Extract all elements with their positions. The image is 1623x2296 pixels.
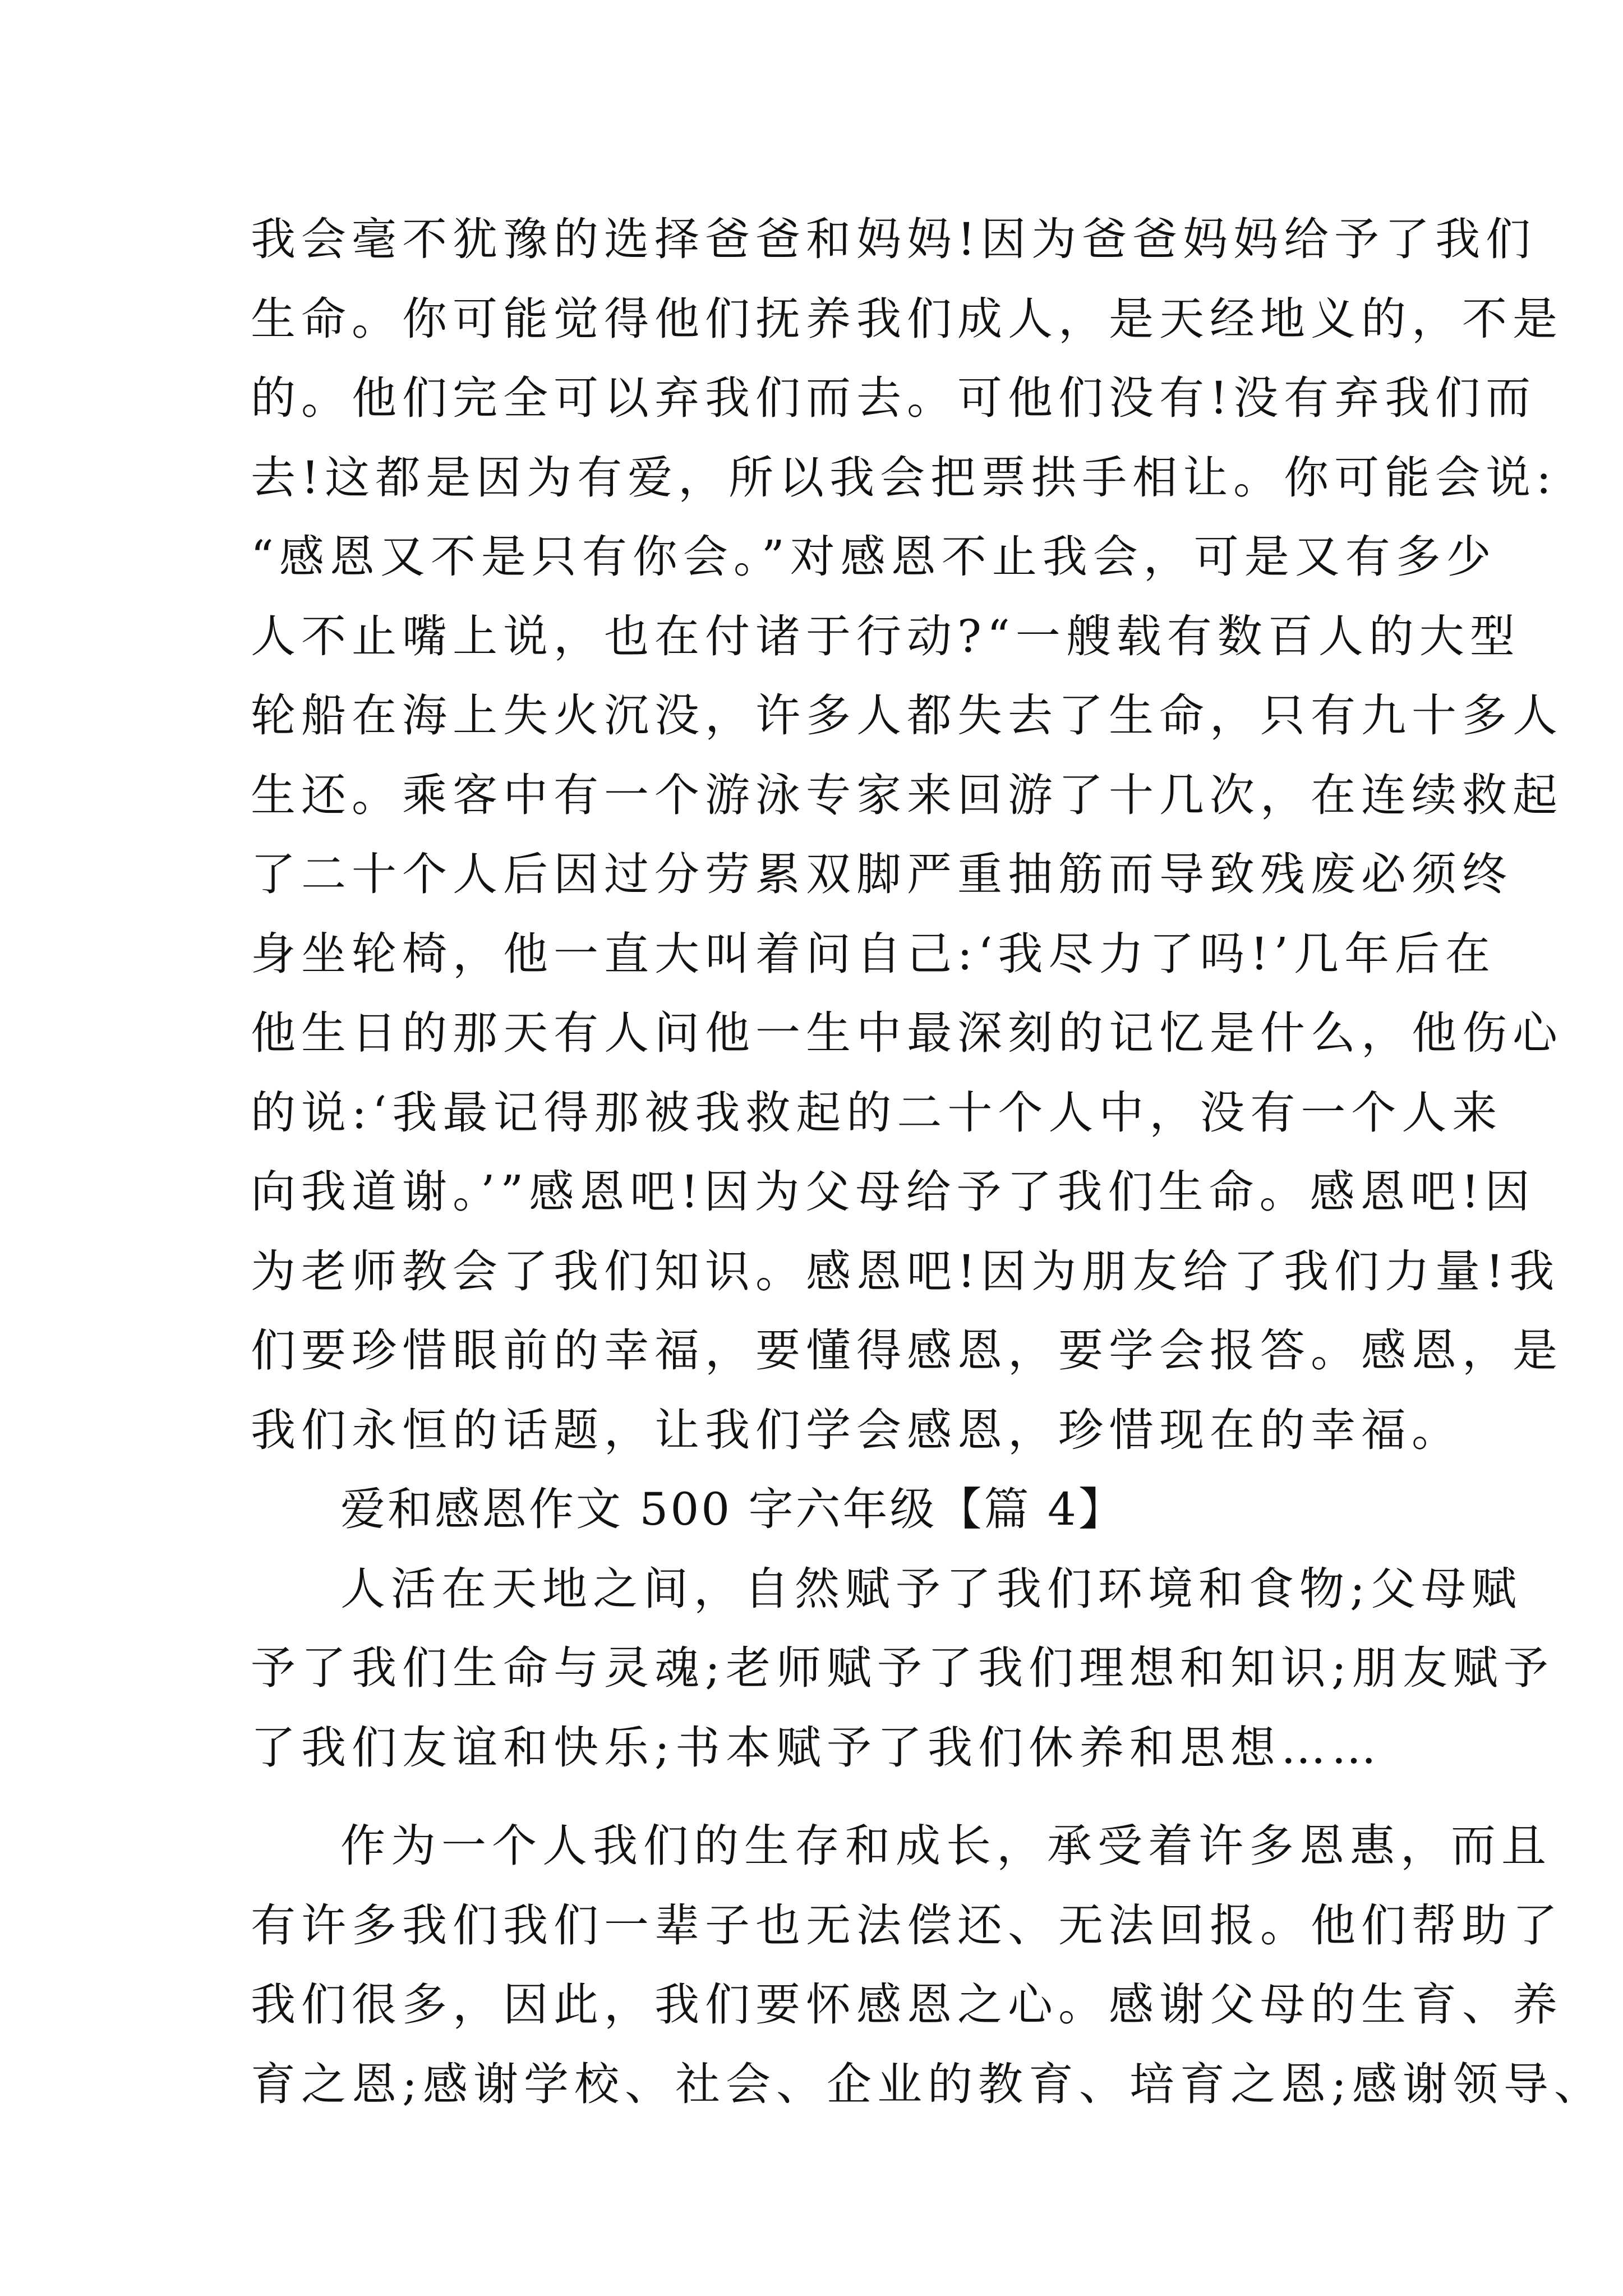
text-line: “感恩又不是只有你会。”对感恩不止我会，可是又有多少	[251, 531, 1497, 583]
text-line: 去!这都是因为有爱，所以我会把票拱手相让。你可能会说:	[251, 451, 1557, 504]
text-line: 生还。乘客中有一个游泳专家来回游了十几次，在连续救起	[251, 769, 1563, 821]
text-line: 他生日的那天有人问他一生中最深刻的记忆是什么，他伤心	[251, 1007, 1563, 1059]
text-line: 们要珍惜眼前的幸福，要懂得感恩，要学会报答。感恩，是	[251, 1324, 1563, 1377]
paragraph-1-line: 予了我们生命与灵魂;老师赋予了我们理想和知识;朋友赋予	[251, 1642, 1554, 1694]
text-line: 向我道谢。’”感恩吧!因为父母给予了我们生命。感恩吧!因	[251, 1166, 1536, 1218]
paragraph-2-line: 育之恩;感谢学校、社会、企业的教育、培育之恩;感谢领导、	[251, 2058, 1604, 2110]
section-heading: 爱和感恩作文 500 字六年级【篇 4】	[340, 1483, 1126, 1535]
text-line: 人不止嘴上说，也在付诸于行动?“一艘载有数百人的大型	[251, 610, 1520, 662]
paragraph-2-line: 有许多我们我们一辈子也无法偿还、无法回报。他们帮助了	[251, 1899, 1563, 1952]
text-line: 为老师教会了我们知识。感恩吧!因为朋友给了我们力量!我	[251, 1245, 1560, 1297]
text-line: 身坐轮椅，他一直大叫着问自己:‘我尽力了吗!’几年后在	[251, 927, 1496, 980]
paragraph-1-line: 了我们友谊和快乐;书本赋予了我们休养和思想……	[251, 1721, 1382, 1774]
text-line: 的。他们完全可以弃我们而去。可他们没有!没有弃我们而	[251, 372, 1537, 424]
paragraph-1-line: 人活在天地之间，自然赋予了我们环境和食物;父母赋	[340, 1562, 1522, 1615]
text-line: 的说:‘我最记得那被我救起的二十个人中，没有一个人来	[251, 1086, 1503, 1139]
document-body	[251, 200, 1604, 2124]
text-line: 生命。你可能觉得他们抚养我们成人，是天经地义的，不是	[251, 292, 1563, 345]
paragraph-2-line: 作为一个人我们的生存和成长，承受着许多恩惠，而且	[340, 1820, 1552, 1872]
text-line: 了二十个人后因过分劳累双脚严重抽筋而导致残废必须终	[251, 848, 1513, 900]
text-line: 轮船在海上失火沉没，许多人都失去了生命，只有九十多人	[251, 689, 1563, 742]
text-line: 我会毫不犹豫的选择爸爸和妈妈!因为爸爸妈妈给予了我们	[251, 213, 1537, 265]
paragraph-2-line: 我们很多，因此，我们要怀感恩之心。感谢父母的生育、养	[251, 1978, 1563, 2031]
text-line: 我们永恒的话题，让我们学会感恩，珍惜现在的幸福。	[251, 1404, 1462, 1456]
